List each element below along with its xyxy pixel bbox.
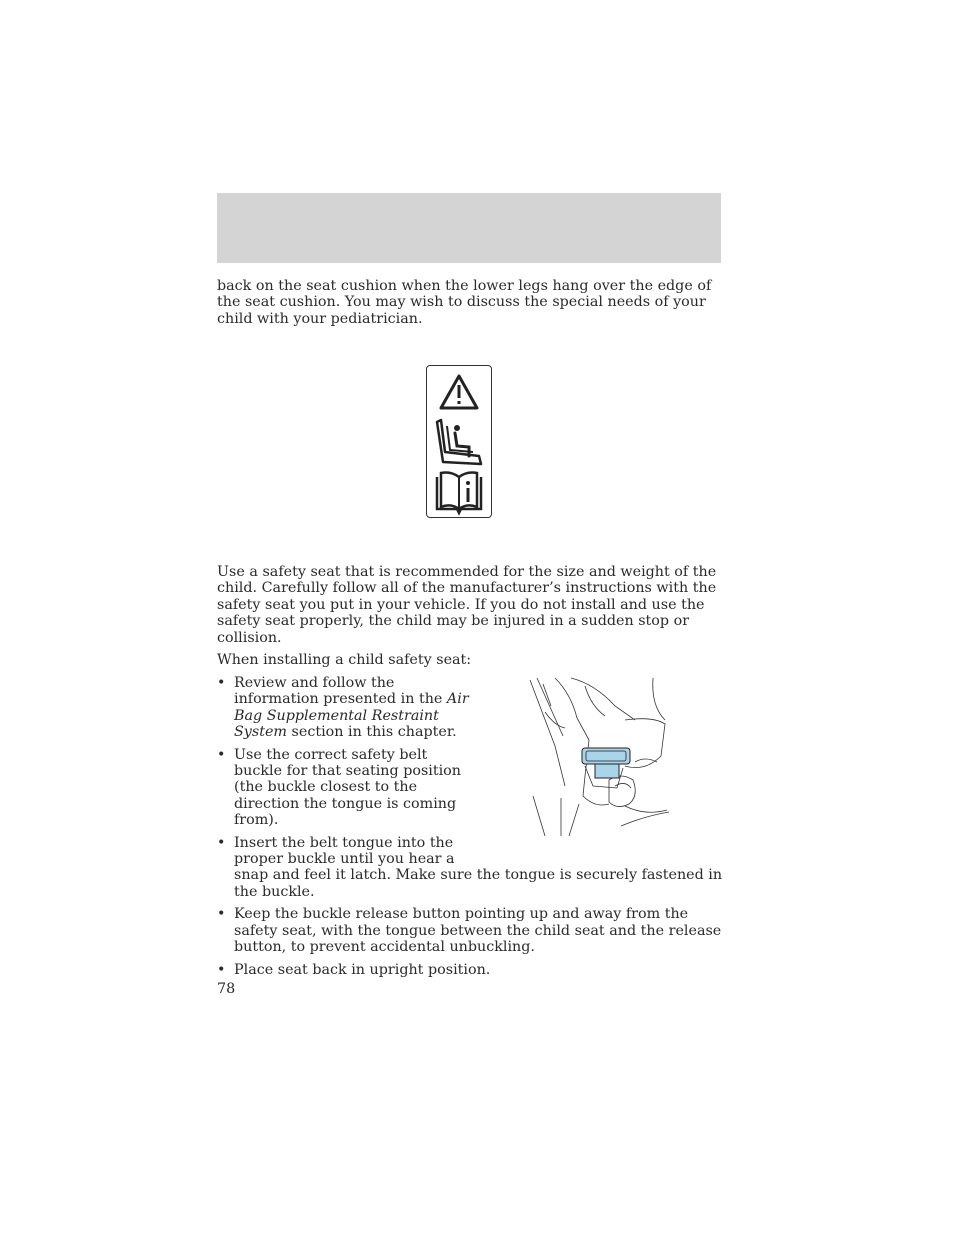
page-number: 78 [217, 981, 236, 997]
bullet-dot: • [217, 675, 226, 691]
list-item-text: Insert the belt tongue into the proper buckle until you hear a [234, 834, 455, 868]
list-item-text: Place seat back in upright position. [234, 961, 491, 978]
warning-triangle-icon [427, 370, 491, 420]
bullet-dot: • [217, 961, 226, 978]
section-reference: Air Bag Supplemental Restraint System [234, 691, 469, 741]
list-item [217, 675, 474, 741]
bullet-dot: • [217, 834, 226, 851]
list-item [217, 835, 723, 901]
warning-paragraph: Use a safety seat that is recommended for the size and weight of the child. Carefully follow all of the manufacturer’s instructions with the safety seat you put in your vehicle. If you do not install and use the safety seat properly, the child may be injured in a sudden stop or collision. [217, 564, 717, 646]
child-seat-icon [427, 416, 491, 468]
installing-intro: When installing a child safety seat: [217, 652, 472, 668]
list-item-text: Review and follow the information presented in the [234, 675, 447, 708]
list-item [217, 747, 474, 829]
list-item-text: Keep the buckle release button pointing up and away from the safety seat, with the tongue between the child seat and the release button, to prevent accidental unbuckling. [234, 906, 722, 956]
section-header-bar [217, 193, 721, 263]
list-item-text: section in this chapter. [286, 724, 457, 741]
bullet-dot: • [217, 906, 226, 923]
bullet-dot: • [217, 746, 226, 763]
intro-paragraph: back on the seat cushion when the lower legs hang over the edge of the seat cushion. You may wish to discuss the special needs of your child with your pediatrician. [217, 278, 712, 327]
buckle-illustration [525, 676, 670, 836]
list-item-text: snap and feel it latch. Make sure the tongue is securely fastened in the buckle. [234, 867, 723, 900]
list-item-text: Use the correct safety belt buckle for that seating position (the buckle closest to the direction the tongue is coming from). [234, 746, 461, 829]
owner-manual-icon [427, 469, 491, 517]
warning-symbols-box [426, 365, 492, 518]
list-item [217, 962, 723, 978]
list-item [217, 906, 723, 955]
